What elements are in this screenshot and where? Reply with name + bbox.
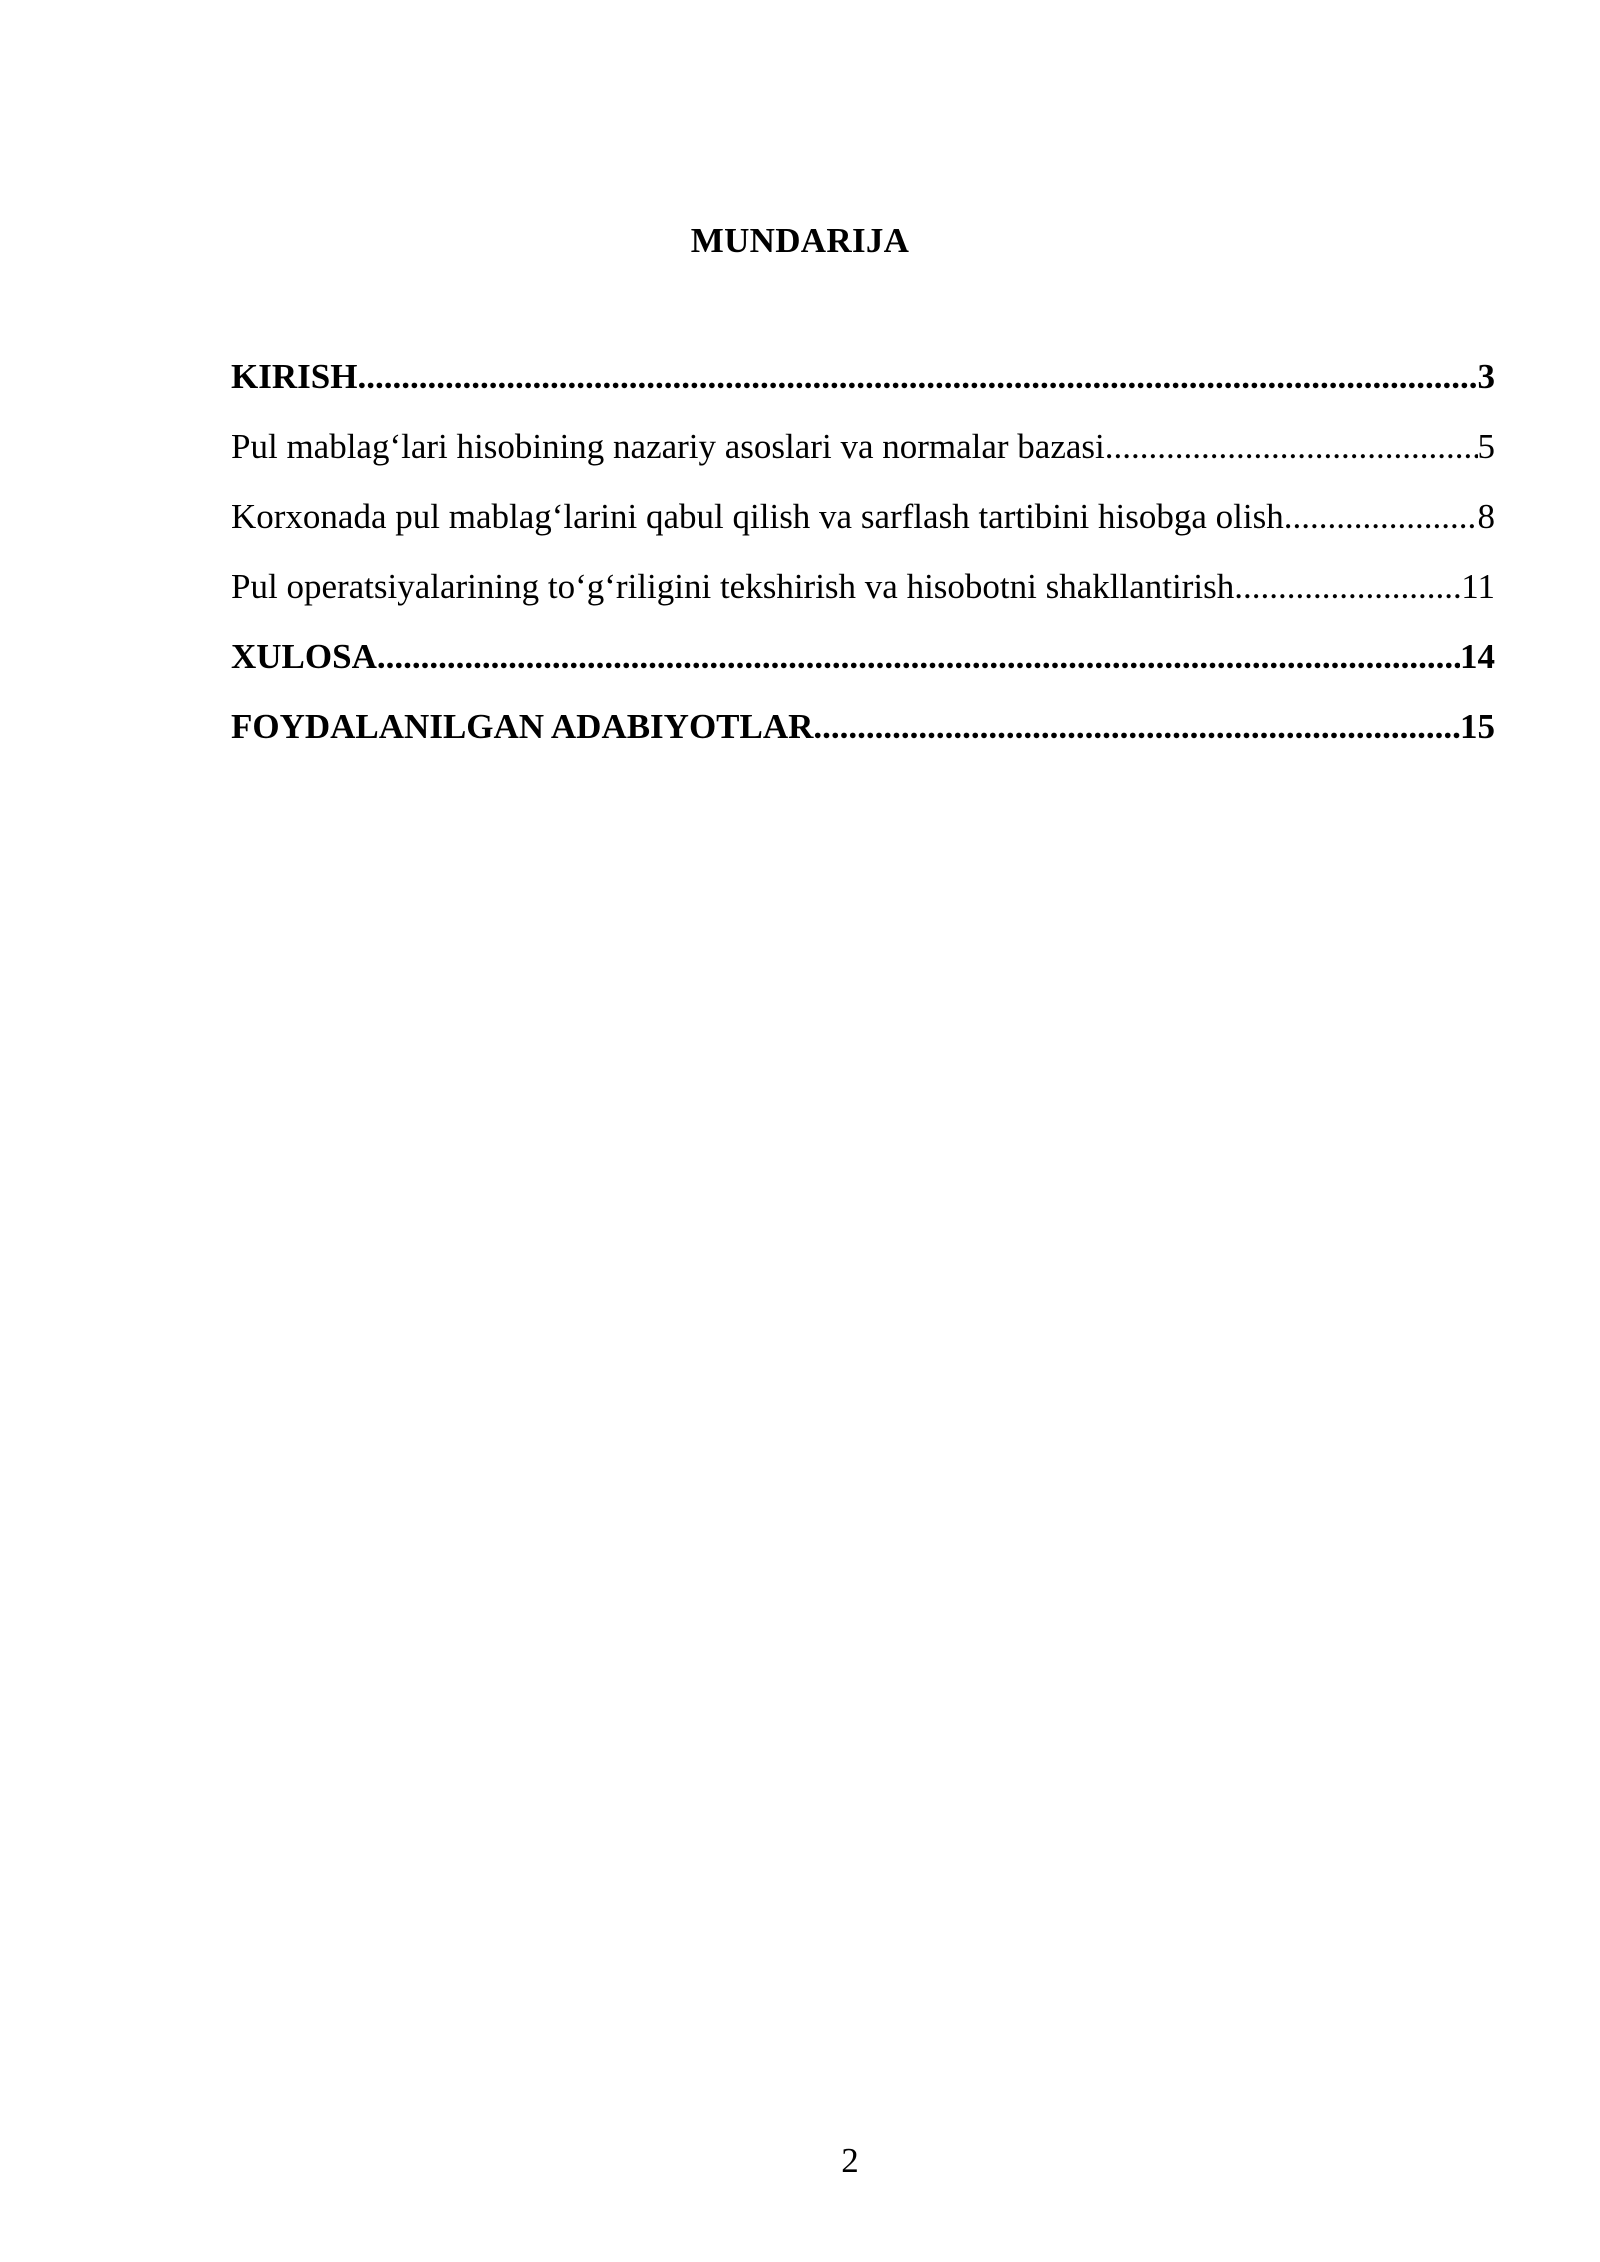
toc-dot-leader — [377, 634, 1460, 680]
toc-entry-references[interactable] — [231, 704, 1495, 774]
toc-dot-leader — [813, 704, 1460, 750]
toc-dot-leader — [1105, 424, 1478, 470]
toc-entry-page: 14 — [1460, 637, 1495, 676]
toc-entry-label: KIRISH — [231, 357, 358, 396]
toc-dot-leader — [1234, 564, 1461, 610]
toc-entry-section-2[interactable] — [231, 494, 1495, 564]
toc-entry-section-3[interactable] — [231, 564, 1495, 634]
toc-dot-leader — [1284, 494, 1478, 540]
toc-entry-label: FOYDALANILGAN ADABIYOTLAR — [231, 707, 814, 746]
toc-entry-xulosa[interactable] — [231, 634, 1495, 704]
toc-entry-page: 15 — [1460, 707, 1495, 746]
toc-entry-label: XULOSA — [231, 637, 377, 676]
toc-entry-page: 5 — [1477, 427, 1495, 466]
page-number: 2 — [841, 2141, 859, 2180]
toc-entry-label: Pul mablag‘lari hisobining nazariy asoslari va normalar bazasi — [231, 427, 1105, 466]
toc-entry-kirish[interactable] — [231, 354, 1495, 424]
toc-entry-page: 8 — [1477, 497, 1495, 536]
toc-entry-label: Korxonada pul mablag‘larini qabul qilish va sarflash tartibini hisobga olish — [231, 497, 1284, 536]
toc-entry-label: Pul operatsiyalarining to‘g‘riligini tekshirish va hisobotni shakllantirish — [231, 567, 1235, 606]
toc-entry-page: 11 — [1461, 567, 1495, 606]
table-of-contents — [231, 354, 1495, 774]
page-title: MUNDARIJA — [690, 221, 910, 260]
toc-entry-page: 3 — [1477, 357, 1495, 396]
toc-dot-leader — [357, 354, 1477, 400]
toc-entry-section-1[interactable] — [231, 424, 1495, 494]
